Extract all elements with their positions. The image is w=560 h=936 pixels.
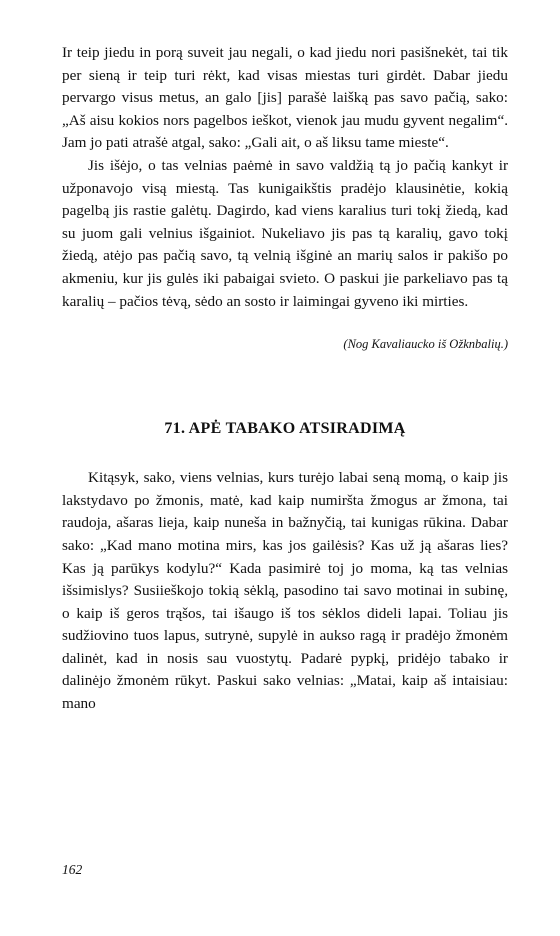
story-paragraph-1: Kitąsyk, sako, viens velnias, kurs turėjo labai seną momą, o kaip jis lakstydavo po žmonis, matė, kad kaip numiršta žmogus ar žmona, tai raudoja, ašaras lieja, kaip nuneša in bažnyčią, tai kunigas rūkina. Dabar sako: „Kad mano motina mirs, kas jos gailėsis? Kas už ją ašaras lies? Kas ją parūkys kodylu?“ Kada pasimirė toj jo moma, ką tas velnias išsimislys? Susiieškojo tokią sėklą, pasodino tai savo motinai in subinę, o kaip iš geros trąšos, tai išaugo iš tos sėklos dideli lapai. Toliau jis sudžiovino tuos lapus, sutrynė, supylė in aukso ragą ir pradėjo žmonėm dalinėt, kad in nosis sau vuostytų. Padarė pypkį, pridėjo tabako ir dalinėjo žmonėm rūkyt. Paskui sako velnias: „Matai, kaip aš intaisiau: mano [62,469,508,713]
book-page [62,42,508,716]
page-number: 162 [62,862,83,877]
story-heading: 71. APĖ TABAKO ATSIRADIMĄ [164,420,406,438]
story-end-paragraph-2: Jis išėjo, o tas velnias paėmė in savo valdžią tą jo pačią kankyt ir užponavojo visą miestą. Tas kunigaikštis pradėjo klausinėtie, kokią pagelbą jis rastie galėtų. Dagirdo, kad viens karalius turi tokį žiedą, kad su juom gali velnius išgainiot. Nukeliavo jis pas tą karalių, gavo tokį žiedą, atėjo pas pačią savo, tą velnią išginė an marių salos ir pakišo po akmeniu, kur jis gulės iki pabaigai svieto. O paskui jie parkeliavo pas tą karalių – pačios tėvą, sėdo an sosto ir laimingai gyveno iki mirties. [62,156,508,310]
story-source-attribution: (Nog Kavaliaucko iš Ožknbalių.) [343,337,508,352]
story-end-paragraph-1: Ir teip jiedu in porą suveit jau negali, o kad jiedu nori pasišnekėt, tai tik per sieną ir teip turi rėkt, kad visas miestas turi girdėt. Dabar jiedu pervargo visus metus, an galo [jis] parašė laišką pas savo pačią, sako: „Aš aisu kokios nors pagelbos ieškot, vienok jau mudu gyvent negalim“. Jam jo pati atrašė atgal, sako: „Gali ait, o aš liksu tame mieste“. [62,44,508,152]
